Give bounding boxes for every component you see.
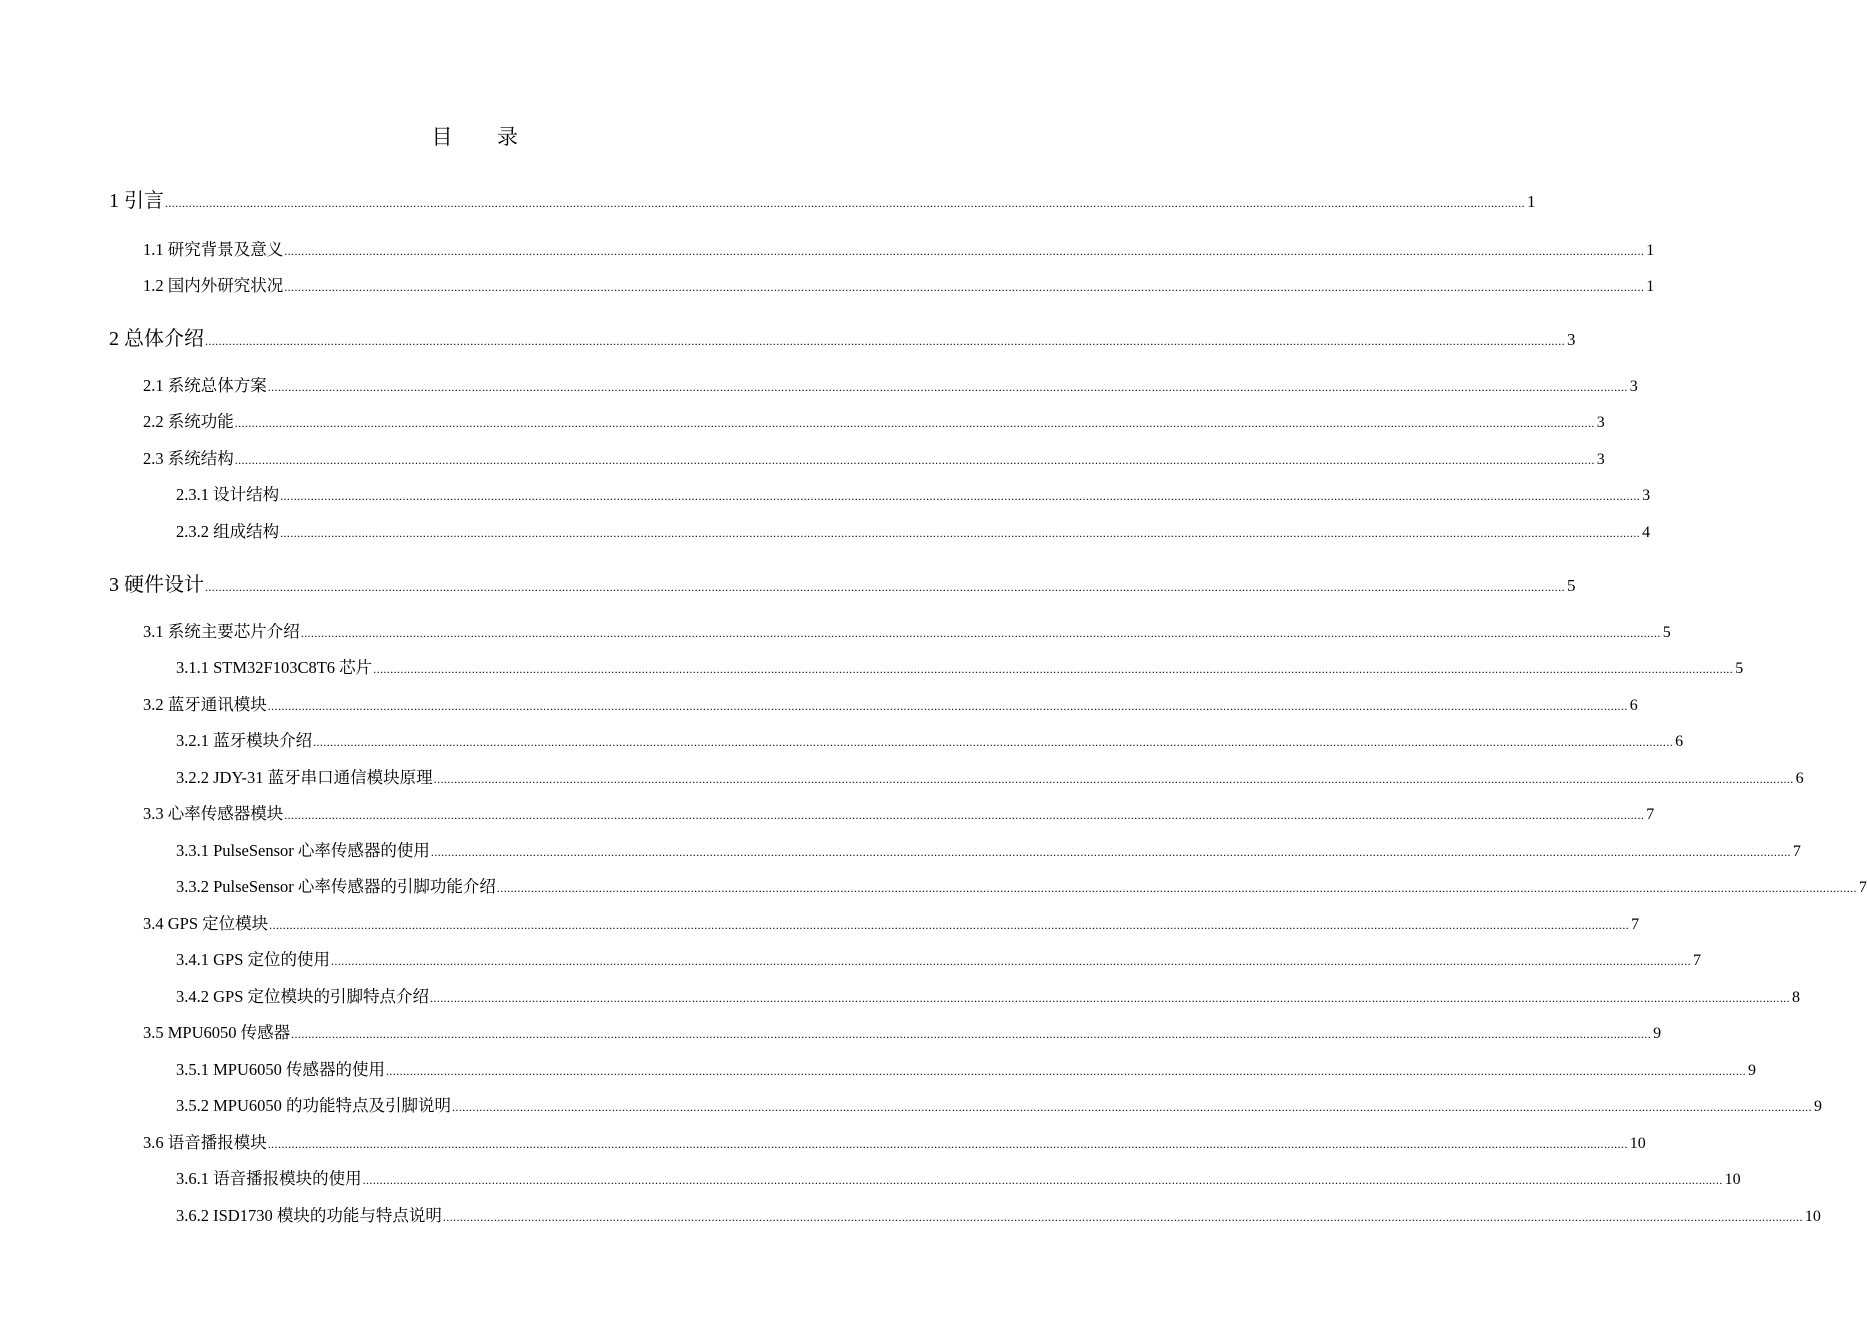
title-char-1: 目	[431, 125, 453, 149]
toc-entry-label: 3.6 语音播报模块	[143, 1133, 267, 1152]
toc-entry-label: 3.3.2 PulseSensor 心率传感器的引脚功能介绍	[176, 877, 496, 896]
toc-entry-label: 2.3.1 设计结构	[176, 485, 280, 504]
toc-entry[interactable]	[143, 272, 1655, 296]
toc-entry[interactable]	[143, 1019, 1662, 1043]
toc-page-number: 9	[1653, 1025, 1662, 1042]
toc-dot-leader: ................................................................................................................................................................................................................................................................................................................................................................................................................	[205, 580, 1565, 594]
toc-entry[interactable]	[143, 691, 1638, 715]
toc-entry-label: 3.3 心率传感器模块	[143, 804, 284, 823]
toc-entry[interactable]	[176, 481, 1651, 505]
toc-dot-leader: ................................................................................................................................................................................................................................................................................................................................................................................................................	[267, 699, 1628, 713]
toc-entry[interactable]	[176, 983, 1801, 1007]
toc-page-number: 7	[1792, 843, 1801, 860]
toc-dot-leader: ................................................................................................................................................................................................................................................................................................................................................................................................................	[430, 991, 1791, 1005]
toc-entry-label: 3.4.2 GPS 定位模块的引脚特点介绍	[176, 987, 430, 1006]
toc-page-number: 1	[1527, 192, 1536, 211]
toc-entry[interactable]	[176, 1092, 1823, 1116]
toc-dot-leader: ................................................................................................................................................................................................................................................................................................................................................................................................................	[386, 1064, 1747, 1078]
toc-page-number: 10	[1629, 1135, 1646, 1152]
toc-dot-leader: ................................................................................................................................................................................................................................................................................................................................................................................................................	[313, 735, 1674, 749]
toc-entry-label: 1 引言	[109, 190, 164, 212]
toc-dot-leader: ................................................................................................................................................................................................................................................................................................................................................................................................................	[280, 489, 1641, 503]
toc-entry-label: 3.4 GPS 定位模块	[143, 914, 269, 933]
toc-dot-leader: ................................................................................................................................................................................................................................................................................................................................................................................................................	[267, 380, 1628, 394]
toc-dot-leader: ................................................................................................................................................................................................................................................................................................................................................................................................................	[234, 416, 1595, 430]
toc-entry-label: 3.2 蓝牙通讯模块	[143, 695, 267, 714]
toc-dot-leader: ................................................................................................................................................................................................................................................................................................................................................................................................................	[269, 918, 1630, 932]
toc-entry-label: 3.6.2 ISD1730 模块的功能与特点说明	[176, 1206, 442, 1225]
toc-dot-leader: ................................................................................................................................................................................................................................................................................................................................................................................................................	[284, 808, 1645, 822]
toc-page-number: 8	[1792, 989, 1801, 1006]
toc-entry[interactable]	[176, 654, 1744, 678]
toc-page-number: 3	[1596, 414, 1605, 431]
toc-page-number: 7	[1646, 806, 1655, 823]
toc-entry-label: 3.5 MPU6050 传感器	[143, 1023, 291, 1042]
toc-dot-leader: ................................................................................................................................................................................................................................................................................................................................................................................................................	[291, 1027, 1652, 1041]
toc-page-number: 5	[1662, 624, 1671, 641]
toc-entry[interactable]	[143, 1129, 1646, 1153]
toc-page-number: 5	[1567, 576, 1576, 595]
toc-page-number: 7	[1693, 952, 1702, 969]
toc-dot-leader: ................................................................................................................................................................................................................................................................................................................................................................................................................	[496, 881, 1857, 895]
toc-entry[interactable]	[143, 800, 1655, 824]
toc-entry[interactable]	[176, 764, 1804, 788]
toc-page-number: 7	[1858, 879, 1867, 896]
toc-entry-label: 3.1 系统主要芯片介绍	[143, 622, 300, 641]
toc-page-number: 6	[1675, 733, 1684, 750]
toc-dot-leader: ................................................................................................................................................................................................................................................................................................................................................................................................................	[300, 626, 1661, 640]
toc-entry[interactable]	[143, 236, 1655, 260]
toc-dot-leader: ................................................................................................................................................................................................................................................................................................................................................................................................................	[373, 662, 1734, 676]
toc-page-number: 10	[1724, 1171, 1741, 1188]
toc-page-number: 9	[1748, 1062, 1757, 1079]
toc-entry-label: 3.3.1 PulseSensor 心率传感器的使用	[176, 841, 430, 860]
toc-entry[interactable]	[176, 1202, 1821, 1226]
toc-dot-leader: ................................................................................................................................................................................................................................................................................................................................................................................................................	[280, 526, 1641, 540]
toc-entry-label: 3.2.2 JDY-31 蓝牙串口通信模块原理	[176, 768, 433, 787]
toc-entry[interactable]	[176, 1165, 1741, 1189]
toc-dot-leader: ................................................................................................................................................................................................................................................................................................................................................................................................................	[284, 280, 1645, 294]
toc-page-number: 1	[1646, 242, 1655, 259]
toc-entry[interactable]	[176, 837, 1801, 861]
toc-entry[interactable]	[143, 618, 1671, 642]
toc-entry[interactable]	[176, 946, 1702, 970]
toc-entry-label: 3.1.1 STM32F103C8T6 芯片	[176, 658, 373, 677]
toc-page-number: 6	[1795, 770, 1804, 787]
toc-dot-leader: ................................................................................................................................................................................................................................................................................................................................................................................................................	[430, 845, 1791, 859]
toc-dot-leader: ................................................................................................................................................................................................................................................................................................................................................................................................................	[284, 244, 1645, 258]
toc-entry-label: 3.4.1 GPS 定位的使用	[176, 950, 331, 969]
toc-page-number: 3	[1642, 487, 1651, 504]
toc-page-number: 1	[1646, 278, 1655, 295]
toc-entry-label: 3.6.1 语音播报模块的使用	[176, 1169, 362, 1188]
toc-dot-leader: ................................................................................................................................................................................................................................................................................................................................................................................................................	[205, 334, 1565, 348]
toc-entry-label: 1.1 研究背景及意义	[143, 240, 284, 259]
toc-dot-leader: ................................................................................................................................................................................................................................................................................................................................................................................................................	[362, 1173, 1723, 1187]
toc-page-number: 6	[1629, 697, 1638, 714]
toc-entry-label: 3 硬件设计	[109, 574, 204, 596]
toc-entry[interactable]	[143, 408, 1605, 432]
toc-entry-label: 2.3.2 组成结构	[176, 522, 280, 541]
toc-entry-label: 3.5.1 MPU6050 传感器的使用	[176, 1060, 386, 1079]
toc-dot-leader: ................................................................................................................................................................................................................................................................................................................................................................................................................	[433, 772, 1794, 786]
toc-entry[interactable]	[176, 727, 1684, 751]
toc-entry[interactable]	[176, 1056, 1757, 1080]
toc-page-number: 3	[1629, 378, 1638, 395]
toc-entry-label: 1.2 国内外研究状况	[143, 276, 284, 295]
toc-page-number: 5	[1735, 660, 1744, 677]
toc-page-number: 10	[1804, 1208, 1821, 1225]
toc-page-number: 3	[1596, 451, 1605, 468]
toc-dot-leader: ................................................................................................................................................................................................................................................................................................................................................................................................................	[442, 1210, 1803, 1224]
toc-page-number: 3	[1567, 330, 1576, 349]
toc-page-number: 7	[1631, 916, 1640, 933]
toc-entry[interactable]	[109, 568, 1576, 597]
toc-entry[interactable]	[109, 322, 1576, 351]
title-char-2: 录	[497, 125, 519, 149]
toc-page-number: 4	[1642, 524, 1651, 541]
toc-entry[interactable]	[176, 873, 1867, 897]
toc-entry-label: 3.5.2 MPU6050 的功能特点及引脚说明	[176, 1096, 452, 1115]
toc-dot-leader: ................................................................................................................................................................................................................................................................................................................................................................................................................	[267, 1137, 1628, 1151]
toc-entry[interactable]	[109, 184, 1536, 213]
toc-entry-label: 2 总体介绍	[109, 328, 204, 350]
toc-page-number: 9	[1814, 1098, 1823, 1115]
toc-dot-leader: ................................................................................................................................................................................................................................................................................................................................................................................................................	[165, 196, 1525, 210]
toc-dot-leader: ................................................................................................................................................................................................................................................................................................................................................................................................................	[452, 1100, 1813, 1114]
toc-entry-label: 3.2.1 蓝牙模块介绍	[176, 731, 313, 750]
toc-entry-label: 2.1 系统总体方案	[143, 376, 267, 395]
toc-entry-label: 2.3 系统结构	[143, 449, 234, 468]
toc-entry[interactable]	[143, 910, 1640, 934]
toc-entry[interactable]	[143, 372, 1638, 396]
toc-dot-leader: ................................................................................................................................................................................................................................................................................................................................................................................................................	[234, 453, 1595, 467]
toc-entry[interactable]	[176, 518, 1651, 542]
toc-dot-leader: ................................................................................................................................................................................................................................................................................................................................................................................................................	[331, 954, 1692, 968]
toc-entry[interactable]	[143, 445, 1605, 469]
toc-entry-label: 2.2 系统功能	[143, 412, 234, 431]
